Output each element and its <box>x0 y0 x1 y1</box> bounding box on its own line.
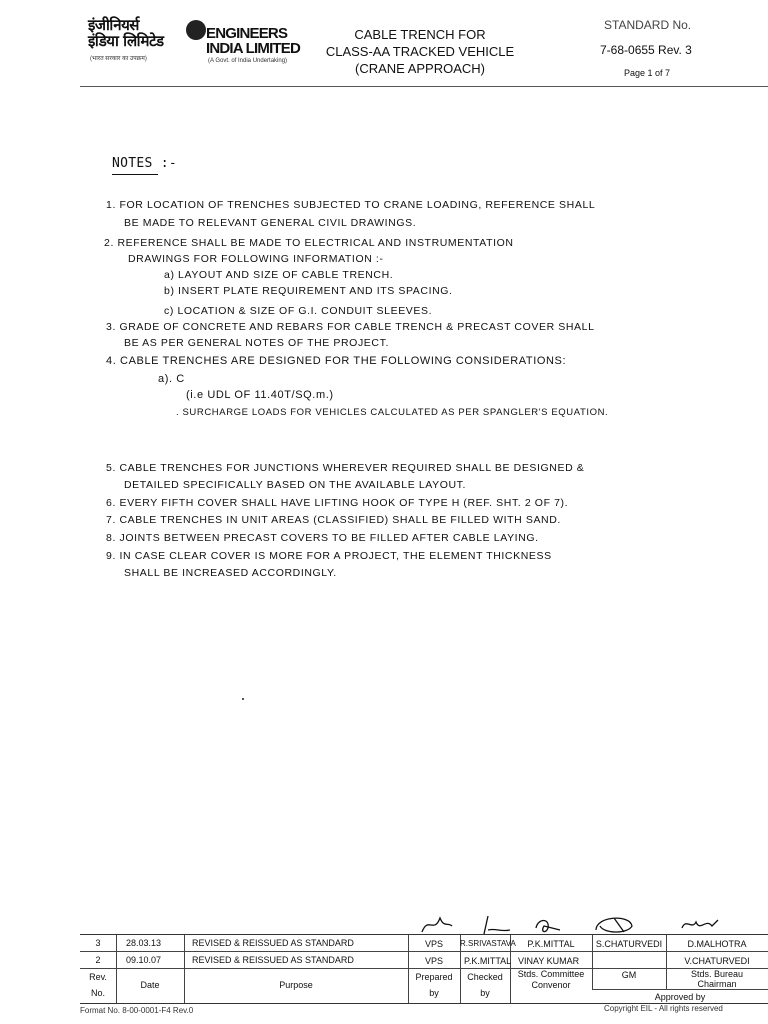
logo-english-line2: INDIA LIMITED <box>206 40 301 57</box>
header-gm: GM <box>621 970 637 980</box>
note-line: 2. REFERENCE SHALL BE MADE TO ELECTRICAL AND INSTRUMENTATION <box>104 237 514 249</box>
table-divider <box>184 935 185 1003</box>
note-line: 7. CABLE TRENCHES IN UNIT AREAS (CLASSIFIED) SHALL BE FILLED WITH SAND. <box>106 514 561 526</box>
note-line: DETAILED SPECIFICALLY BASED ON THE AVAILABLE LAYOUT. <box>124 479 467 491</box>
standard-number: 7-68-0655 Rev. 3 <box>600 43 692 57</box>
table-cell-date: 28.03.13 <box>126 938 162 948</box>
note-line: 5. CABLE TRENCHES FOR JUNCTIONS WHEREVER REQUIRED SHALL BE DESIGNED & <box>106 462 585 474</box>
note-line: 6. EVERY FIFTH COVER SHALL HAVE LIFTING HOOK OF TYPE H (REF. SHT. 2 OF 7). <box>106 497 569 509</box>
table-divider <box>116 935 117 1003</box>
note-line: DRAWINGS FOR FOLLOWING INFORMATION :- <box>128 253 384 265</box>
logo-hindi-line1: इंजीनियर्स <box>88 16 139 34</box>
header-convenor-line2: Convenor <box>531 980 571 990</box>
signature-srivastava <box>484 916 510 934</box>
note-line: BE MADE TO RELEVANT GENERAL CIVIL DRAWINGS. <box>124 217 417 229</box>
note-line: 8. JOINTS BETWEEN PRECAST COVERS TO BE FILLED AFTER CABLE LAYING. <box>106 532 539 544</box>
header-purpose: Purpose <box>279 980 313 990</box>
title-line-3: (CRANE APPROACH) <box>354 61 486 76</box>
table-cell-rev: 3 <box>95 938 101 948</box>
note-line: c) LOCATION & SIZE OF G.I. CONDUIT SLEEVES. <box>164 305 433 317</box>
signature-malhotra <box>682 920 718 928</box>
copyright-notice: Copyright EIL - All rights reserved <box>604 1004 723 1013</box>
header-checked-by: by <box>480 988 490 998</box>
logo-hindi-line2: इंडिया लिमिटेड <box>88 32 164 50</box>
header-chairman-line1: Stds. Bureau <box>690 969 744 979</box>
standard-label: STANDARD No. <box>604 18 692 32</box>
header-prepared-by: by <box>429 988 439 998</box>
notes-heading-underline <box>112 174 158 175</box>
table-cell-purpose: REVISED & REISSUED AS STANDARD <box>192 938 354 948</box>
revision-table <box>80 934 768 1004</box>
table-cell-checked: R.SRIVASTAVA <box>460 939 516 948</box>
logo-sub-english: (A Govt. of India Undertaking) <box>208 58 288 64</box>
header-chairman-line2: Chairman <box>697 979 737 989</box>
notes-heading: NOTES :- <box>112 156 178 171</box>
logo-sub-hindi: (भारत सरकार का उपक्रम) <box>90 56 147 62</box>
page-indicator: Page 1 of 7 <box>624 68 671 78</box>
header-approved-by: Approved by <box>654 992 706 1002</box>
format-number: Format No. 8-00-0001-F4 Rev.0 <box>80 1006 194 1015</box>
logo-emblem-icon <box>186 20 206 40</box>
table-cell-chairman: V.CHATURVEDI <box>684 956 750 966</box>
note-line: a). C <box>158 373 185 385</box>
note-line: 4. CABLE TRENCHES ARE DESIGNED FOR THE FOLLOWING CONSIDERATIONS: <box>106 355 567 367</box>
signature-mittal <box>536 921 560 932</box>
signature-chaturvedi <box>596 918 632 932</box>
note-line: 1. FOR LOCATION OF TRENCHES SUBJECTED TO CRANE LOADING, REFERENCE SHALL <box>106 199 596 211</box>
logo-english-line1: ENGINEERS <box>206 25 288 42</box>
title-line-1: CABLE TRENCH FOR <box>354 27 486 42</box>
header-date: Date <box>140 980 160 990</box>
table-cell-convenor: P.K.MITTAL <box>527 939 575 949</box>
header-no: No. <box>90 988 105 998</box>
header-checked: Checked <box>467 972 503 982</box>
document-title <box>320 26 520 77</box>
table-cell-gm: S.CHATURVEDI <box>595 939 663 949</box>
company-logo <box>88 16 310 68</box>
table-cell-rev: 2 <box>95 955 101 965</box>
table-cell-checked: P.K.MITTAL <box>464 956 512 966</box>
note-line: a) LAYOUT AND SIZE OF CABLE TRENCH. <box>164 269 394 281</box>
table-cell-purpose: REVISED & REISSUED AS STANDARD <box>192 955 354 965</box>
note-line: . SURCHARGE LOADS FOR VEHICLES CALCULATED AS PER SPANGLER'S EQUATION. <box>176 407 609 418</box>
note-line: 9. IN CASE CLEAR COVER IS MORE FOR A PROJECT, THE ELEMENT THICKNESS <box>106 550 552 562</box>
table-cell-date: 09.10.07 <box>126 955 162 965</box>
note-line: b) INSERT PLATE REQUIREMENT AND ITS SPACING. <box>164 285 453 297</box>
title-line-2: CLASS-AA TRACKED VEHICLE <box>325 44 515 59</box>
note-line: SHALL BE INCREASED ACCORDINGLY. <box>124 567 337 579</box>
table-cell-prepared: VPS <box>424 939 443 949</box>
note-line: BE AS PER GENERAL NOTES OF THE PROJECT. <box>124 337 389 349</box>
header-prepared: Prepared <box>415 972 453 982</box>
header-rev: Rev. <box>89 972 107 982</box>
table-cell-chairman: D.MALHOTRA <box>687 939 747 949</box>
header-divider <box>80 86 768 87</box>
note-line: (i.e UDL OF 11.40T/SQ.m.) <box>186 389 334 401</box>
note-line: 3. GRADE OF CONCRETE AND REBARS FOR CABLE TRENCH & PRECAST COVER SHALL <box>106 321 595 333</box>
table-cell-convenor: VINAY KUMAR <box>518 956 580 966</box>
signature-vps <box>422 918 452 932</box>
header-convenor-line1: Stds. Committee <box>517 969 585 979</box>
table-cell-prepared: VPS <box>424 956 443 966</box>
stray-mark <box>242 698 244 700</box>
table-divider <box>592 989 768 990</box>
